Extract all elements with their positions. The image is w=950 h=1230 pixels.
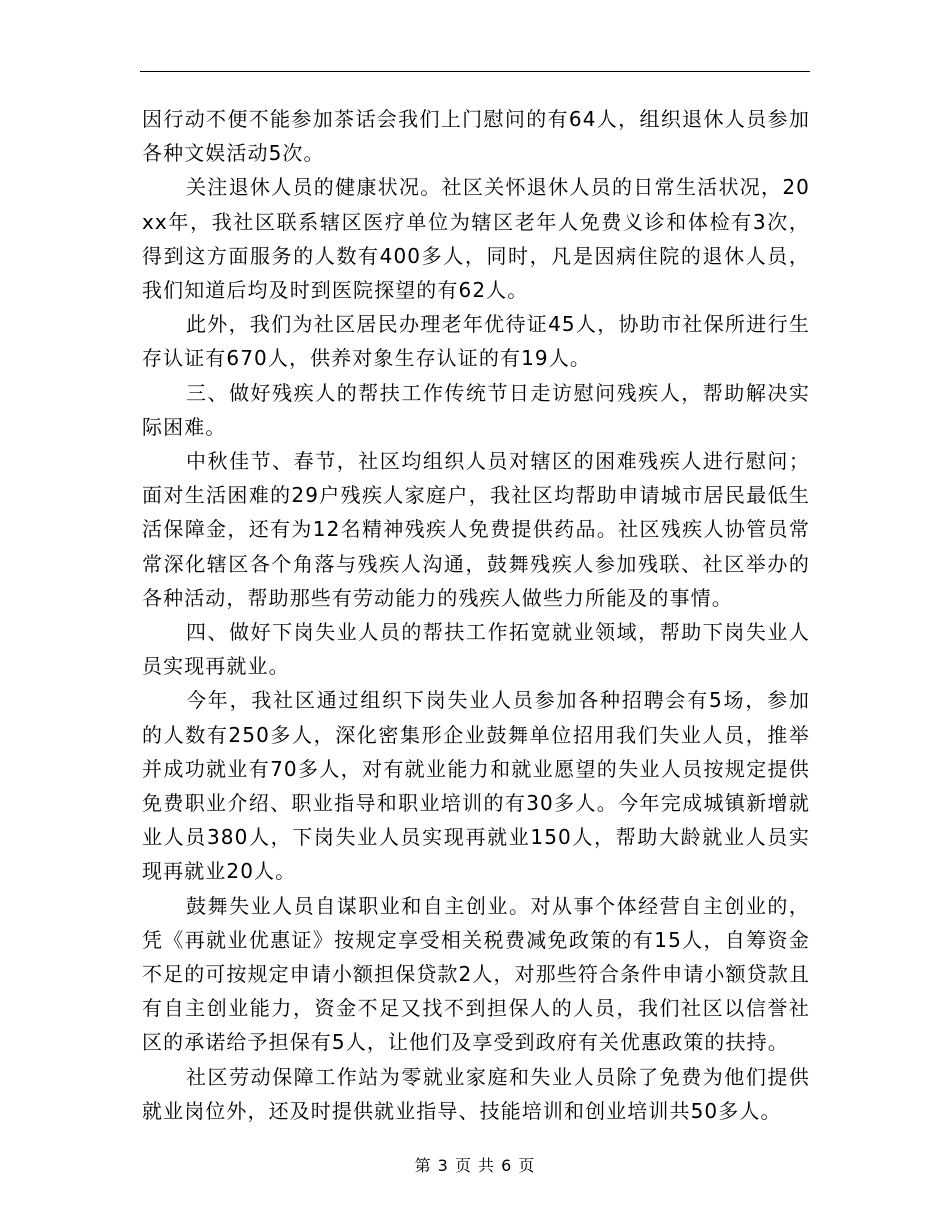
body-text xyxy=(142,102,810,1128)
paragraph: 鼓舞失业人员自谋职业和自主创业。对从事个体经营自主创业的，凭《再就业优惠证》按规定享受相关税费减免政策的有15人，自筹资金不足的可按规定申请小额担保贷款2人，对那些符合条件申请小额贷款且有自主创业能力，资金不足又找不到担保人的人员，我们社区以信誉社区的承诺给予担保有5人，让他们及享受到政府有关优惠政策的扶持。 xyxy=(142,893,810,1055)
paragraph: 中秋佳节、春节，社区均组织人员对辖区的困难残疾人进行慰问；面对生活困难的29户残疾人家庭户，我社区均帮助申请城市居民最低生活保障金，还有为12名精神残疾人免费提供药品。社区残疾人协管员常常深化辖区各个角落与残疾人沟通，鼓舞残疾人参加残联、社区举办的各种活动，帮助那些有劳动能力的残疾人做些力所能及的事情。 xyxy=(142,449,810,610)
paragraph: 今年，我社区通过组织下岗失业人员参加各种招聘会有5场，参加的人数有250多人，深化密集形企业鼓舞单位招用我们失业人员，推举并成功就业有70多人，对有就业能力和就业愿望的失业人员按规定提供免费职业介绍、职业指导和职业培训的有30多人。今年完成城镇新增就业人员380人，下岗失业人员实现再就业150人，帮助大龄就业人员实现再就业20人。 xyxy=(142,688,810,884)
header-rule xyxy=(140,71,810,72)
page-number-footer: 第 3 页 共 6 页 xyxy=(414,1156,536,1175)
paragraph: 关注退休人员的健康状况。社区关怀退休人员的日常生活状况，20xx年，我社区联系辖区医疗单位为辖区老年人免费义诊和体检有3次，得到这方面服务的人数有400多人，同时，凡是因病住院的退休人员，我们知道后均及时到医院探望的有62人。 xyxy=(142,175,810,303)
section-heading-paragraph: 三、做好残疾人的帮扶工作传统节日走访慰问残疾人，帮助解决实际困难。 xyxy=(142,380,810,439)
paragraph: 社区劳动保障工作站为零就业家庭和失业人员除了免费为他们提供就业岗位外，还及时提供就业指导、技能培训和创业培训共50多人。 xyxy=(142,1064,810,1123)
section-heading-paragraph: 四、做好下岗失业人员的帮扶工作拓宽就业领域，帮助下岗失业人员实现再就业。 xyxy=(142,620,810,679)
paragraph: 此外，我们为社区居民办理老年优待证45人，协助市社保所进行生存认证有670人，供养对象生存认证的有19人。 xyxy=(142,312,810,371)
paragraph: 因行动不便不能参加茶话会我们上门慰问的有64人，组织退休人员参加各种文娱活动5次。 xyxy=(142,107,810,166)
